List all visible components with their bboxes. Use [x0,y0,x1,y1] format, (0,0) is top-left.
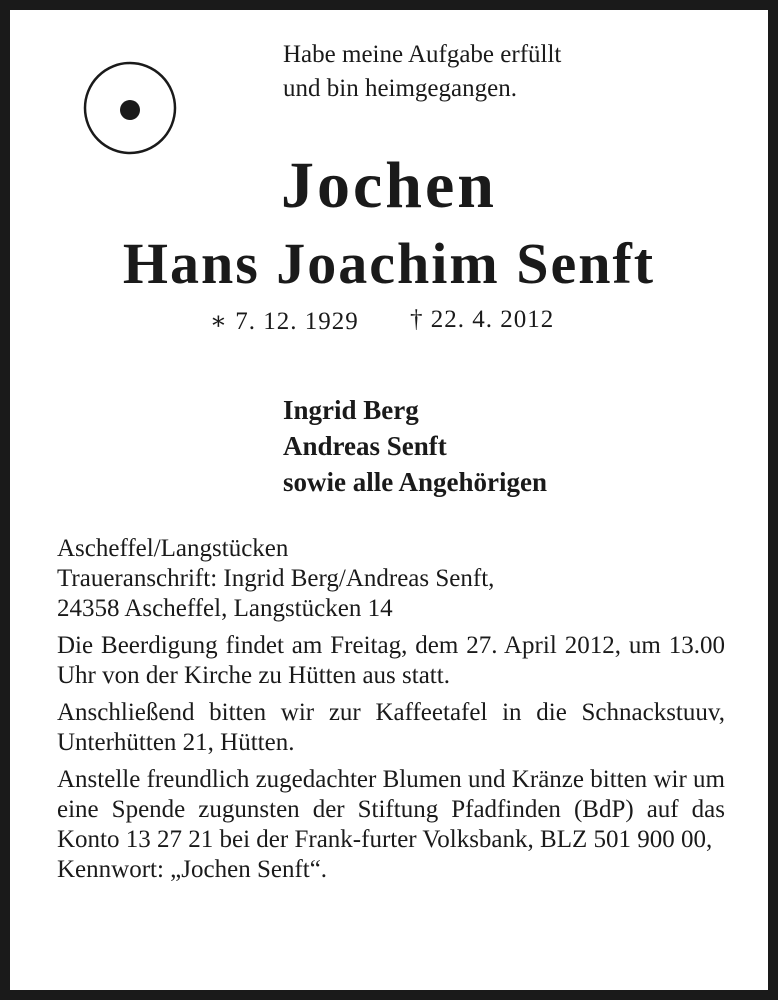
quote-line: und bin heimgegangen. [283,75,517,102]
address-line: Traueranschrift: Ingrid Berg/Andreas Senft, [57,565,495,592]
mourner: sowie alle Angehörigen [283,467,547,497]
donation-text: Anstelle freundlich zugedachter Blumen und Kränze bitten wir um eine Spende zugunsten der Stiftung Pfadfinden (BdP) auf das Konto 13 27 21 bei der Frank-furter Volksbank, BLZ 501 900 00, [57,766,725,853]
first-name: Jochen [281,149,497,222]
full-name: Hans Joachim Senft [122,231,656,296]
address-line: Ascheffel/Langstücken [57,535,289,562]
details [57,534,725,892]
donation-keyword: Kennwort: „Jochen Senft“. [57,856,328,883]
address [57,534,725,624]
mourner: Andreas Senft [283,431,447,461]
mourner: Ingrid Berg [283,395,419,425]
death-date: † 22. 4. 2012 [410,306,555,333]
quote [283,38,561,106]
mourners [283,392,547,500]
address-line: 24358 Ascheffel, Langstücken 14 [57,595,393,622]
funeral-info: Die Beerdigung findet am Freitag, dem 27. April 2012, um 13.00 Uhr von der Kirche zu Hütten aus statt. [57,632,725,689]
birth-date: ∗ 7. 12. 1929 [210,308,359,335]
quote-line: Habe meine Aufgabe erfüllt [283,41,562,68]
circle-dot-symbol-icon [80,58,180,158]
coffee-info: Anschließend bitten wir zur Kaffeetafel in die Schnackstuuv, Unterhütten 21, Hütten. [57,699,725,756]
donation-info [57,765,725,885]
